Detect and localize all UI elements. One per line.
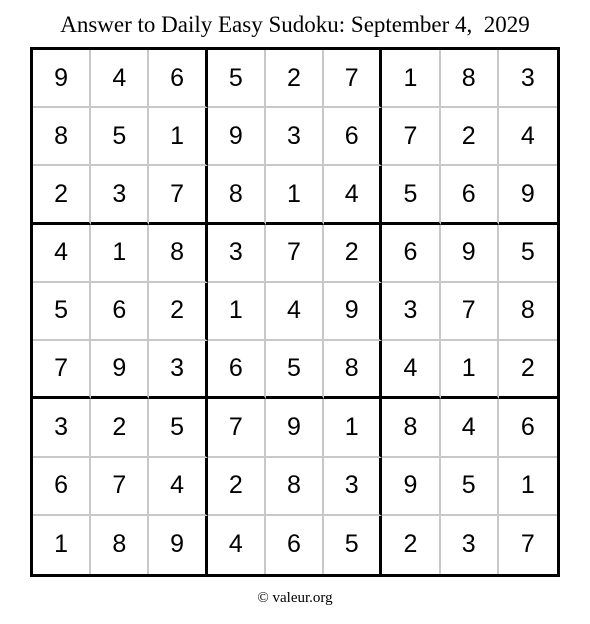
- sudoku-cell-r3-c7: 5: [382, 166, 440, 224]
- sudoku-cell-r4-c8: 9: [441, 225, 499, 283]
- sudoku-cell-r6-c1: 7: [33, 341, 91, 399]
- sudoku-cell-r4-c5: 7: [266, 225, 324, 283]
- sudoku-cell-r5-c3: 2: [149, 283, 207, 341]
- sudoku-cell-r4-c3: 8: [149, 225, 207, 283]
- sudoku-cell-r3-c5: 1: [266, 166, 324, 224]
- sudoku-cell-r9-c8: 3: [441, 516, 499, 574]
- sudoku-cell-r3-c4: 8: [208, 166, 266, 224]
- sudoku-grid: [30, 47, 560, 577]
- sudoku-cell-r6-c4: 6: [208, 341, 266, 399]
- sudoku-cell-r1-c5: 2: [266, 50, 324, 108]
- sudoku-cell-r7-c2: 2: [91, 399, 149, 457]
- sudoku-cell-r2-c3: 1: [149, 108, 207, 166]
- sudoku-cell-r3-c1: 2: [33, 166, 91, 224]
- sudoku-cell-r2-c2: 5: [91, 108, 149, 166]
- sudoku-cell-r9-c3: 9: [149, 516, 207, 574]
- sudoku-cell-r3-c2: 3: [91, 166, 149, 224]
- sudoku-cell-r6-c9: 2: [499, 341, 557, 399]
- puzzle-title: Answer to Daily Easy Sudoku: September 4, 2029: [60, 12, 530, 37]
- sudoku-cell-r5-c9: 8: [499, 283, 557, 341]
- copyright-footer: © valeur.org: [257, 590, 333, 606]
- sudoku-cell-r1-c3: 6: [149, 50, 207, 108]
- sudoku-cell-r6-c3: 3: [149, 341, 207, 399]
- sudoku-cell-r7-c1: 3: [33, 399, 91, 457]
- sudoku-cell-r9-c5: 6: [266, 516, 324, 574]
- sudoku-cell-r7-c4: 7: [208, 399, 266, 457]
- sudoku-cell-r6-c2: 9: [91, 341, 149, 399]
- sudoku-cell-r8-c1: 6: [33, 458, 91, 516]
- sudoku-cell-r3-c8: 6: [441, 166, 499, 224]
- sudoku-cell-r4-c4: 3: [208, 225, 266, 283]
- sudoku-cell-r9-c1: 1: [33, 516, 91, 574]
- sudoku-cell-r1-c2: 4: [91, 50, 149, 108]
- sudoku-cell-r1-c1: 9: [33, 50, 91, 108]
- sudoku-cell-r7-c5: 9: [266, 399, 324, 457]
- sudoku-cell-r1-c4: 5: [208, 50, 266, 108]
- sudoku-cell-r1-c6: 7: [324, 50, 382, 108]
- sudoku-cell-r1-c8: 8: [441, 50, 499, 108]
- sudoku-cell-r7-c7: 8: [382, 399, 440, 457]
- sudoku-cell-r9-c6: 5: [324, 516, 382, 574]
- sudoku-cell-r6-c5: 5: [266, 341, 324, 399]
- sudoku-cell-r8-c4: 2: [208, 458, 266, 516]
- sudoku-cell-r9-c7: 2: [382, 516, 440, 574]
- sudoku-cell-r8-c6: 3: [324, 458, 382, 516]
- sudoku-cell-r7-c8: 4: [441, 399, 499, 457]
- sudoku-cell-r6-c8: 1: [441, 341, 499, 399]
- sudoku-cell-r3-c6: 4: [324, 166, 382, 224]
- sudoku-cell-r5-c2: 6: [91, 283, 149, 341]
- sudoku-cell-r5-c7: 3: [382, 283, 440, 341]
- sudoku-cell-r7-c6: 1: [324, 399, 382, 457]
- sudoku-cell-r5-c4: 1: [208, 283, 266, 341]
- sudoku-cell-r2-c7: 7: [382, 108, 440, 166]
- sudoku-cell-r2-c9: 4: [499, 108, 557, 166]
- sudoku-cell-r6-c7: 4: [382, 341, 440, 399]
- sudoku-cell-r6-c6: 8: [324, 341, 382, 399]
- sudoku-cell-r4-c7: 6: [382, 225, 440, 283]
- sudoku-cell-r1-c9: 3: [499, 50, 557, 108]
- sudoku-cell-r3-c3: 7: [149, 166, 207, 224]
- sudoku-cell-r8-c2: 7: [91, 458, 149, 516]
- sudoku-cell-r8-c3: 4: [149, 458, 207, 516]
- sudoku-cell-r8-c8: 5: [441, 458, 499, 516]
- sudoku-cell-r2-c4: 9: [208, 108, 266, 166]
- sudoku-cell-r2-c6: 6: [324, 108, 382, 166]
- sudoku-cell-r4-c2: 1: [91, 225, 149, 283]
- sudoku-cell-r2-c1: 8: [33, 108, 91, 166]
- sudoku-cell-r5-c8: 7: [441, 283, 499, 341]
- sudoku-cell-r5-c1: 5: [33, 283, 91, 341]
- sudoku-cell-r8-c5: 8: [266, 458, 324, 516]
- sudoku-cell-r4-c9: 5: [499, 225, 557, 283]
- sudoku-cell-r5-c5: 4: [266, 283, 324, 341]
- sudoku-cell-r9-c4: 4: [208, 516, 266, 574]
- sudoku-cell-r4-c1: 4: [33, 225, 91, 283]
- sudoku-cell-r9-c9: 7: [520, 530, 535, 559]
- sudoku-cell-r1-c7: 1: [382, 50, 440, 108]
- sudoku-cell-r2-c5: 3: [266, 108, 324, 166]
- sudoku-cell-r4-c6: 2: [324, 225, 382, 283]
- sudoku-cell-r2-c8: 2: [441, 108, 499, 166]
- sudoku-cell-r8-c7: 9: [382, 458, 440, 516]
- sudoku-cell-r7-c3: 5: [149, 399, 207, 457]
- sudoku-cell-r3-c9: 9: [499, 166, 557, 224]
- sudoku-cell-r7-c9: 6: [499, 399, 557, 457]
- sudoku-cell-r8-c9: 1: [499, 458, 557, 516]
- sudoku-cell-r5-c6: 9: [324, 283, 382, 341]
- sudoku-cell-r9-c2: 8: [91, 516, 149, 574]
